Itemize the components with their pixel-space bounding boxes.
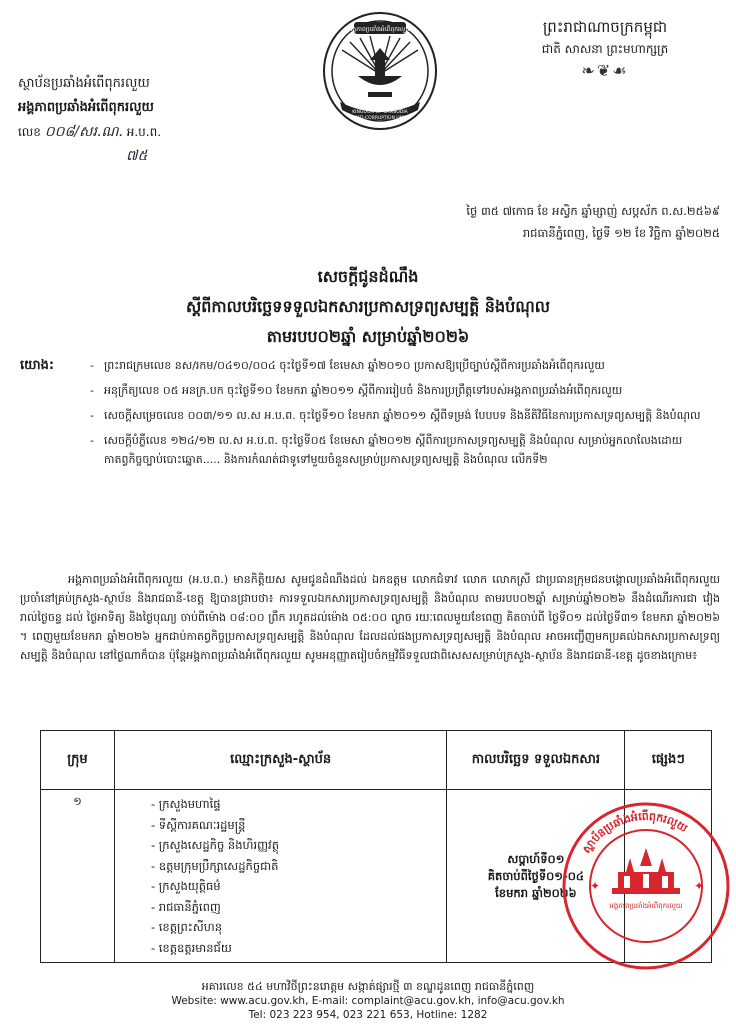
header-ministry: ឈ្មោះក្រសួង-ស្ថាប័ន [114,731,446,790]
title-line1: សេចក្តីជូនដំណឹង [317,267,419,286]
star-icon: ✦ [694,879,705,893]
header-group: ក្រុម [41,731,115,790]
ref-number: ០០៨/សរ.ណ. [44,124,123,140]
logo-text-bottom-1: KINGDOM OF CAMBODIA [352,110,408,115]
list-item: - ខេត្តព្រះសីហនុ [151,917,440,938]
schedule-range: គិតចាប់ពីថ្ងៃទី០១-០៤ [487,868,585,883]
acu-logo [320,10,440,132]
date-block [250,200,720,244]
list-item: - ក្រសួងយុត្តិធម៌ [151,876,440,897]
header-other: ផ្សេងៗ [625,731,712,790]
logo-text-bottom-2: ANTI-CORRUPTION UNIT [352,116,408,121]
date-lunar: ថ្ងៃ ៣៥ ៧កោធ ខែ អស្វិក ឆ្នាំម្សាញ់ សប្តស័ក ព.ស.២៥៦៩ [466,204,720,218]
title-line3: តាមរបប០២ឆ្នាំ សម្រាប់ឆ្នាំ២០២៦ [266,327,470,346]
schedule-week: សប្តាហ៍ទី០១ [507,851,565,866]
footer-address: អគារលេខ ៥៤ មហាវិថីព្រះនរោត្តម សង្កាត់ផ្សារថ្មី ៣ ខណ្ឌដូនពេញ រាជធានីភ្នំពេញ [201,980,535,993]
group-number: ១ [41,790,115,963]
national-motto: ជាតិ សាសនា ព្រះមហាក្សត្រ [541,42,669,56]
ref-handwritten: ៧៥ [126,148,148,164]
footer-web: Website: www.acu.gov.kh, E-mail: complaint@acu.gov.kh, info@acu.gov.kh [171,995,565,1007]
title-line2: ស្តីពីកាលបរិច្ឆេទទទួលឯកសារប្រកាសទ្រព្យសម្បត្តិ និងបំណុល [185,297,551,316]
ref-suffix: អ.ប.ព. [126,125,162,139]
ministry-cell [114,790,446,963]
header-date: កាលបរិច្ឆេទ ទទួលឯកសារ [447,731,625,790]
table-header-row [41,731,712,790]
reference-item: - ព្រះរាជក្រមលេខ នស/រកម/០៤១០/០០៤ ចុះថ្ងៃទី១៧ ខែមេសា ឆ្នាំ២០១០ ប្រកាសឱ្យប្រើច្បាប់ស្តីពីការប្រឆាំងអំពើពុករលួយ [90,356,720,375]
footer-tel: Tel: 023 223 954, 023 221 653, Hotline: 1282 [248,1009,488,1021]
references-section [20,356,720,475]
list-item: - ក្រសួងមហាផ្ទៃ [151,794,440,815]
list-item: - ឧត្តមក្រុមប្រឹក្សាសេដ្ឋកិច្ចជាតិ [151,856,440,877]
document-title [60,262,676,352]
body-paragraph: អង្គភាពប្រឆាំងអំពើពុករលួយ (អ.ប.ព.) មានកិត្តិយស សូមជូនដំណឹងដល់ ឯកឧត្តម លោកជំទាវ លោក លោកស្រី ជាប្រធានក្រុមជនបង្គោលប្រឆាំងអំពើពុករលួយប្រចាំនៅគ្រប់ក្រសួង-ស្ថាប័ន និងរាជធានី-ខេត្ត ឱ្យបានជ្រាបថា៖ ការទទួលឯកសារប្រកាសទ្រព្យសម្បត្តិ និងបំណុល តាមរបប០២ឆ្នាំ សម្រាប់ឆ្នាំ២០២៦ នឹងដំណើរការជា វៀងរាល់ថ្ងៃចន្ទ ដល់ ថ្ងៃអាទិត្យ និងថ្ងៃបុណ្យ ចាប់ពីម៉ោង ០៨:០០ ព្រឹក រហូតដល់ម៉ោង ០៥:០០ ល្ងាច រយៈពេលមួយខែពេញ គិតចាប់ពី ថ្ងៃទី០១ ដល់ថ្ងៃទី៣១ ខែមករា ឆ្នាំ២០២៦ ។ ពេញមួយខែមករា ឆ្នាំ២០២៦ អ្នកជាប់កាតព្វកិច្ចប្រកាសទ្រព្យសម្បត្តិ និងបំណុល ដែលដល់ផងប្រកាសទ្រព្យសម្បត្តិ និងបំណុល អាចអញ្ជើញមកប្រគល់ឯកសារប្រកាសទ្រព្យសម្បត្តិ និងបំណុល នៅថ្ងៃណាក៏បាន ប៉ុន្តែអង្គភាពប្រឆាំងអំពើពុករលួយ សូមអនុញ្ញាតរៀបចំកម្មវិធីទទួលជាពិសេសសម្រាប់ក្រសួង-ស្ថាប័ន និងរាជធានី-ខេត្ត ដូចខាងក្រោម៖ [20,573,720,662]
reference-item: - សេចក្តីបំភ្លឺលេខ ១២៤/១២ ល.ស អ.ប.ព. ចុះថ្ងៃទី០៥ ខែមេសា ឆ្នាំ២០១២ ស្តីពីការប្រកាសទ្រព្យសម្បត្តិ និងបំណុល សម្រាប់អ្នកលាលែងដោយកាតព្វកិច្ចច្បាប់បោះឆ្នោត..... និងការកំណត់ជាទូទៅមួយចំនួនសម្រាប់ប្រកាសទ្រព្យសម្បត្តិ និងបំណុល លើកទី២ [90,431,720,469]
list-item: - ខេត្តឧត្តរមានជ័យ [151,938,440,959]
institution-block [18,72,278,168]
star-icon: ✦ [590,879,601,893]
official-stamp [560,800,732,972]
logo-text-top: អង្គភាពប្រឆាំងអំពើពុករលួយ [348,26,412,33]
tacteing-ornament: ❧❦☙ [581,61,629,80]
institution-line2: អង្គភាពប្រឆាំងអំពើពុករលួយ [18,100,154,115]
ministry-list [121,794,440,958]
kingdom-header [500,16,710,82]
schedule-month: ខែមករា ឆ្នាំ២០២៦ [495,885,577,900]
stamp-ring-text: ស្ថាប័នប្រឆាំងអំពើពុករលួយ [579,809,690,856]
svg-text:ស្ថាប័នប្រឆាំងអំពើពុករលួយ [580,809,691,856]
references-label: យោង: [20,358,55,373]
reference-item: - សេចក្តីសម្រេចលេខ ០០៣/១១ ល.ស អ.ប.ព. ចុះថ្ងៃទី១០ ខែមករា ឆ្នាំ២០១១ ស្តីពីទម្រង់ បែបបទ និងនីតិវិធីនៃការប្រកាសទ្រព្យសម្បត្តិ និងបំណុល [90,406,720,425]
institution-line1: ស្ថាប័នប្រឆាំងអំពើពុករលួយ [18,76,150,91]
reference-item: - អនុក្រឹត្យលេខ ០៥ អនក្រ.បក ចុះថ្ងៃទី១០ ខែមករា ឆ្នាំ២០១១ ស្តីពីការរៀបចំ និងការប្រព្រឹត្តទៅរបស់អង្គភាពប្រឆាំងអំពើពុករលួយ [90,381,720,400]
date-solar: រាជធានីភ្នំពេញ, ថ្ងៃទី ១២ ខែ វិច្ឆិកា ឆ្នាំ២០២៥ [522,226,720,240]
references-list [20,356,720,469]
list-item: - ក្រសួងសេដ្ឋកិច្ច និងហិរញ្ញវត្ថុ [151,835,440,856]
reference-number [18,120,278,144]
list-item: - រាជធានីភ្នំពេញ [151,897,440,918]
stamp-inner-text: អង្គភាពប្រឆាំងអំពើពុករលួយ [609,902,683,910]
ref-prefix: លេខ [18,125,41,139]
kingdom-name: ព្រះរាជាណាចក្រកម្ពុជា [542,18,668,36]
list-item: - ទីស្តីការគណៈរដ្ឋមន្ត្រី [151,815,440,836]
footer [0,980,736,1022]
